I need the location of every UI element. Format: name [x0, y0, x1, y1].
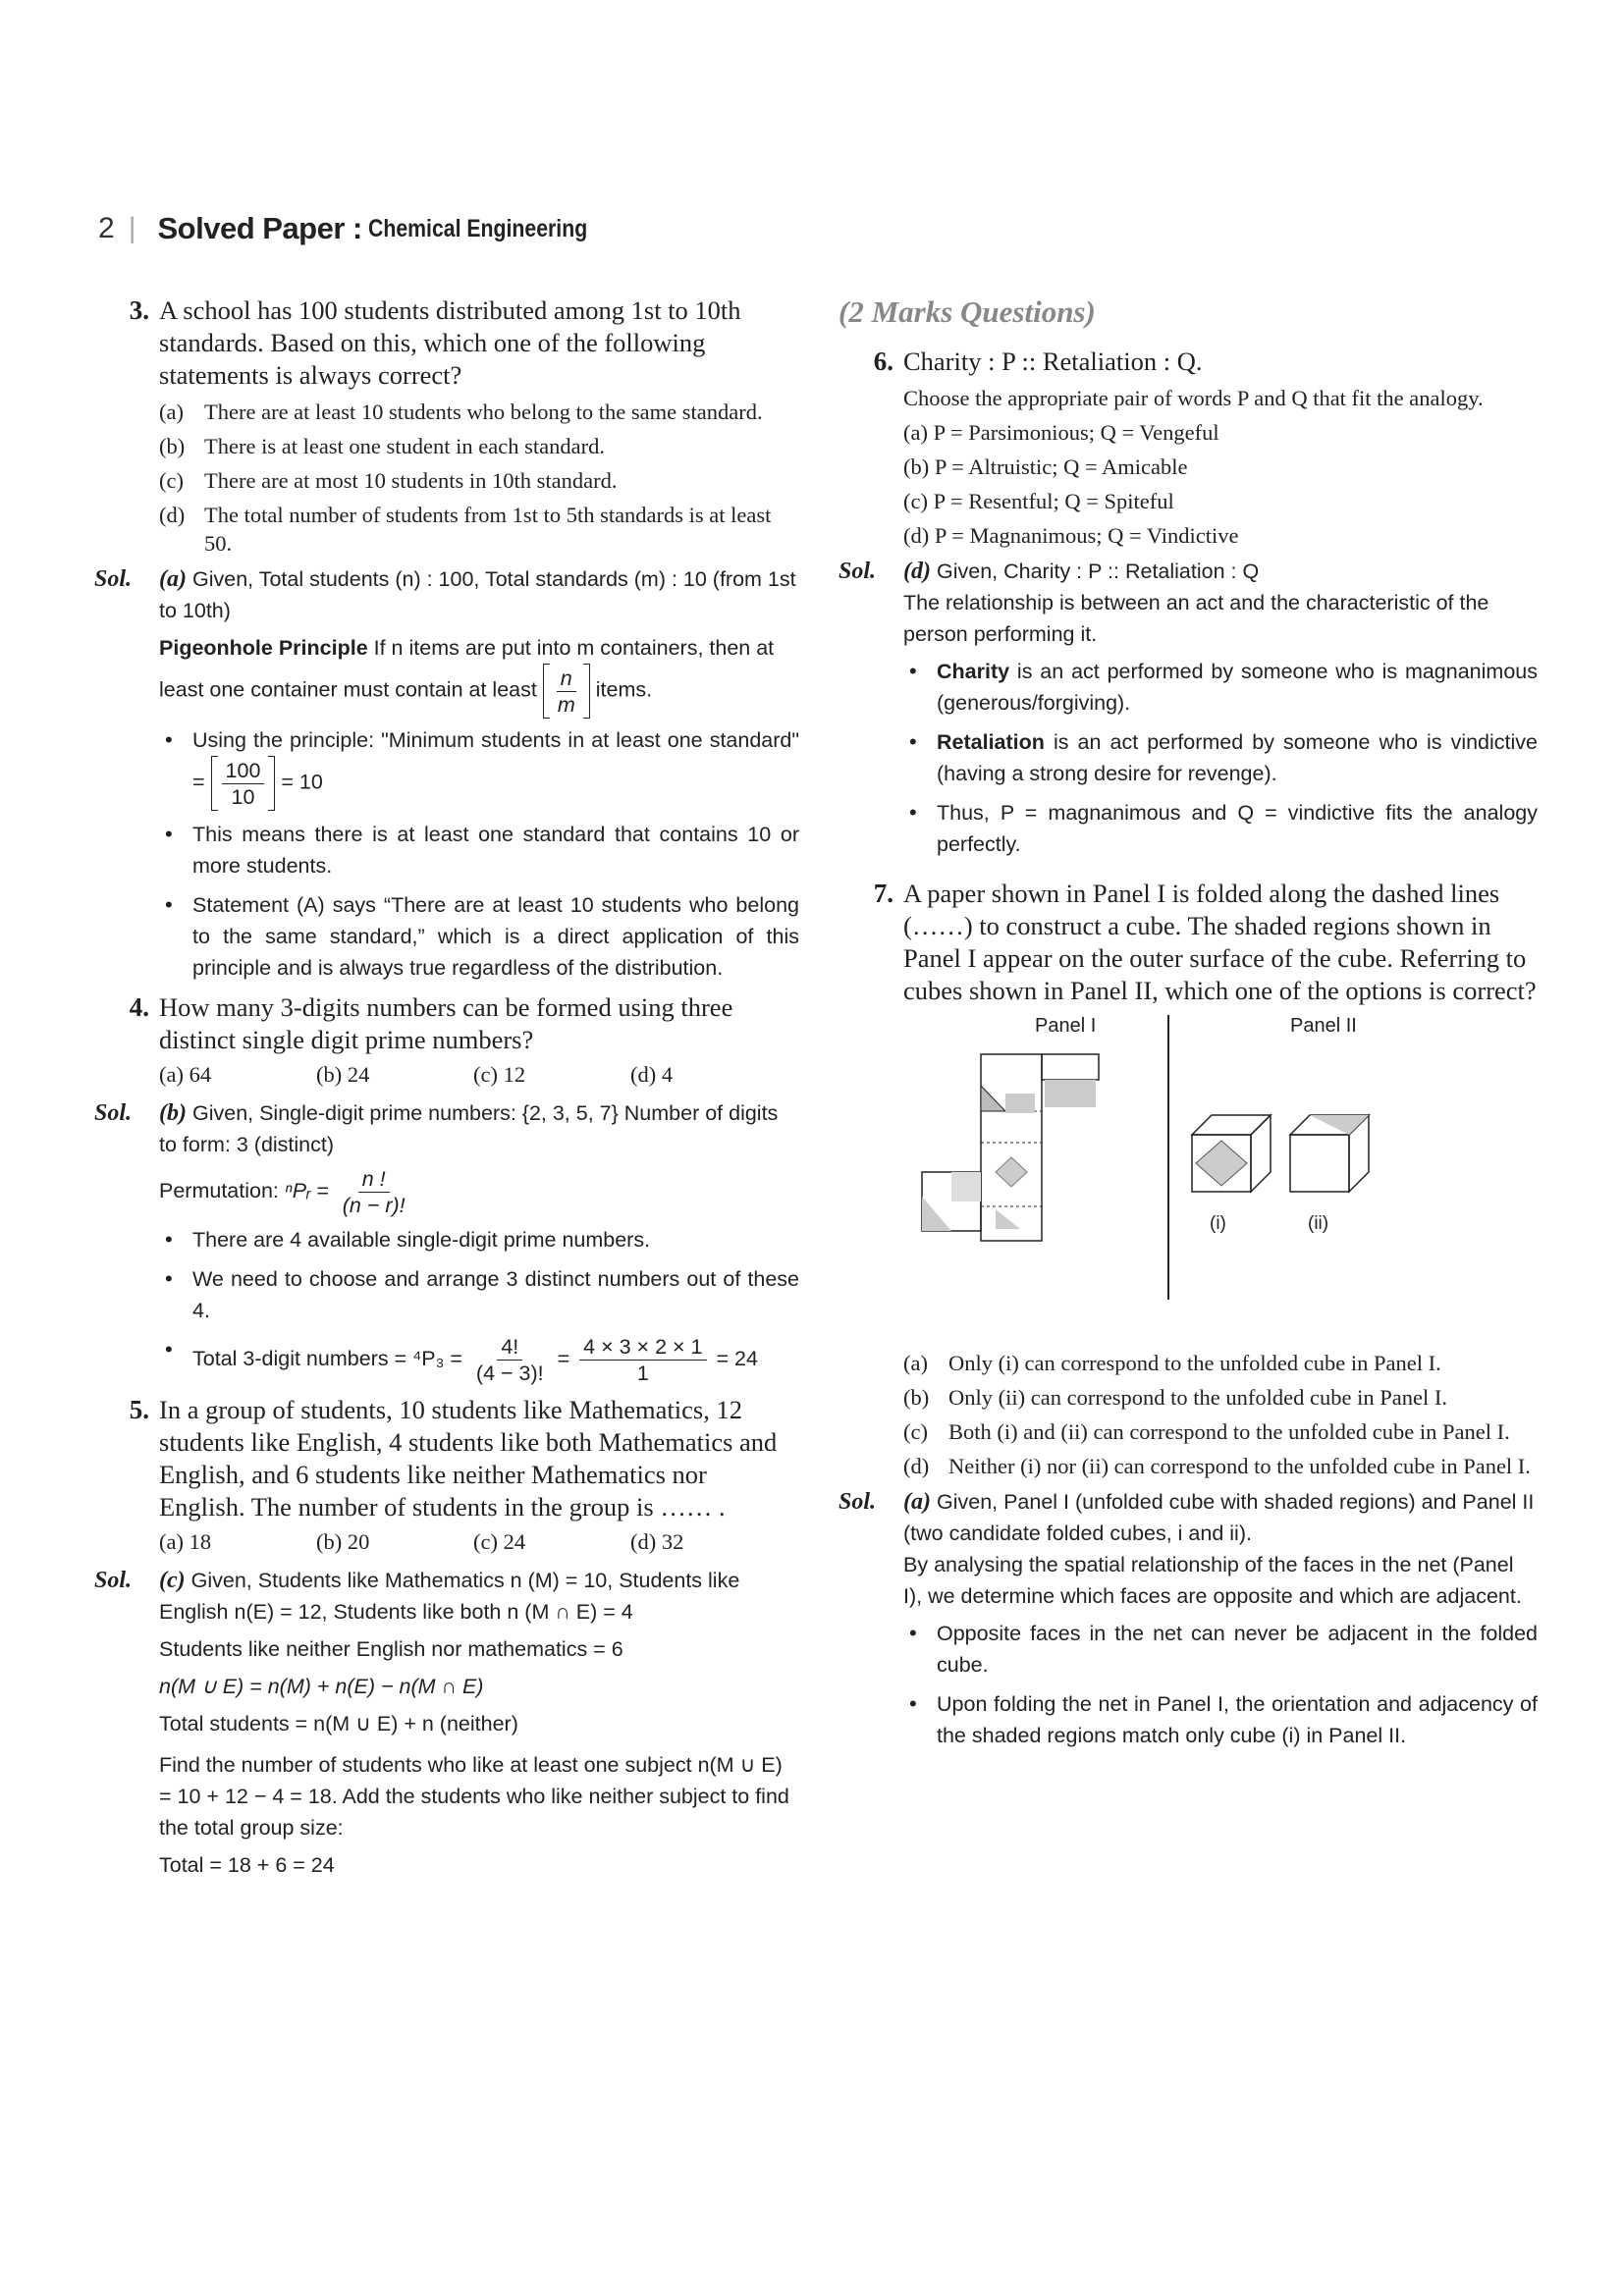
cube-1-label: (i) — [1210, 1213, 1226, 1234]
page-number: 2 — [98, 212, 115, 244]
page-header — [98, 204, 625, 253]
panel-1-label: Panel I — [1035, 1015, 1097, 1037]
option: (b) There is at least one student in each standard. — [159, 434, 605, 458]
option: (a) There are at least 10 students who belong to the same standard. — [159, 400, 763, 424]
solution-6: Sol. (d) Given, Charity : P :: Retaliation : Q The relationship is between an act and the characteristic of the person performing it. • Charity is an act performed by someone who is magnanimous (generous/forgiving). • Retaliation is an act performed by someone who is vindictive (having a strong desire for revenge). • Thus, P = magnanimous and Q = vindictive fits the analogy perfectly. — [839, 556, 1538, 868]
question-7: 7. A paper shown in Panel I is folded along the dashed lines (……) to construct a cube. The shaded regions shown in Panel I appear on the outer surface of the cube. Referring to cubes shown in Panel II, which one of the options is correct? — [873, 879, 1537, 1005]
question-5: 5. In a group of students, 10 students like Mathematics, 12 students like English, 4 students like both Mathematics and English, and 6 students like neither Mathematics nor English. The number of students in the group is …… . — [129, 1395, 778, 1522]
answer: (a) — [159, 566, 187, 592]
solution-7: Sol. (a) Given, Panel I (unfolded cube with shaded regions) and Panel II (two candidate folded cubes, i and ii). By analysing the spatial relationship of the faces in the net (Panel I), we determine which faces are opposite and which are adjacent. • Opposite faces in the net can never be adjacent in the folded cube. • Upon folding the net in Panel I, the orientation and adjacency of the shaded regions match only cube (i) in Panel II. — [839, 1486, 1538, 1759]
solution-3: Sol. (a) Given, Total students (n) : 100, Total standards (m) : 10 (from 1st to 10th) Pigeonhole Principle If n items are put into m containers, then at least one container must contain at least $\frac{n}{m}$ items. • Using the principle: "Minimum students in at least one standard" = $\frac{100}{10}$ = 10 • This means there is at least one standard that contains 10 or more students. • Statement (A) says “There are at least 10 students who belong to the same standard,” which is a direct application of this principle and is always true regardless of the distribution. — [94, 563, 799, 991]
bullet: • Retaliation is an act performed by someone who is vindictive (having a strong desire for revenge). — [903, 726, 1538, 789]
question-4-options: (a) 64 (b) 24 (c) 12 (d) 4 — [159, 1062, 674, 1087]
bullet: • Using the principle: "Minimum students in at least one standard" = $\frac{100}{10}$ = 10 — [159, 724, 799, 811]
question-7-options: (a) Only (i) can correspond to the unfolded cube in Panel I. (b) Only (ii) can correspond to the unfolded cube in Panel I. (c) Both (i) and (ii) can correspond to the unfolded cube in Panel I. (d) Neither (i) nor (ii) can correspond to the unfolded cube in Panel I. — [903, 1351, 1531, 1478]
question-5-options: (a) 18 (b) 20 (c) 24 (d) 32 — [159, 1529, 684, 1554]
solution-label: Sol. — [94, 566, 133, 592]
bullet: • Upon folding the net in Panel I, the orientation and adjacency of the shaded regions match only cube (i) in Panel II. — [903, 1688, 1538, 1751]
option: (c) There are at most 10 students in 10th standard. — [159, 468, 618, 493]
right-column — [839, 294, 1538, 1759]
page-title: Solved Paper : — [157, 211, 362, 245]
header-divider: | — [128, 212, 136, 244]
panel-2-label: Panel II — [1290, 1015, 1357, 1037]
bullet: • There are 4 available single-digit prime numbers. — [159, 1224, 799, 1255]
page-subject: Chemical Engineering — [367, 214, 588, 242]
bullet: • Statement (A) says “There are at least 10 students who belong to the same standard,” which is a direct application of this principle and is always true regardless of the distribution. — [159, 889, 799, 984]
cube-net-diagram — [858, 1015, 1408, 1329]
bullet: • We need to choose and arrange 3 distinct numbers out of these 4. — [159, 1263, 799, 1326]
question-6-options: Choose the appropriate pair of words P and Q that fit the analogy. (a) P = Parsimonious; Q = Vengeful (b) P = Altruistic; Q = Amicable (c) P = Resentful; Q = Spiteful (d) P = Magnanimous; Q = Vindictive — [903, 386, 1484, 548]
question-6: 6. Charity : P :: Retaliation : Q. — [873, 347, 1203, 376]
question-3 — [94, 294, 799, 392]
bullet: • Total 3-digit numbers = ⁴P₃ = $\frac{4!}{(4 - 3)!}$ = $\frac{4 \times 3 \times 2 \times 1}{1}$ = 24 — [159, 1334, 799, 1386]
solution-4: Sol. (b) Given, Single-digit prime numbers: {2, 3, 5, 7} Number of digits to form: 3 (distinct) Permutation: ⁿPᵣ = $\frac{n !}{(n - r)!}$ • There are 4 available single-digit prime numbers. • We need to choose and arrange 3 distinct numbers out of these 4. • Total 3-digit numbers = ⁴P₃ = $\frac{4!}{(4 - 3)!}$ = $\frac{4 \times 3 \times 2 \times 1}{1}$ = 24 — [94, 1097, 799, 1394]
left-column — [94, 294, 799, 1887]
bullet: • Charity is an act performed by someone who is magnanimous (generous/forgiving). — [903, 656, 1538, 719]
solution-5: Sol. (c) Given, Students like Mathematics n (M) = 10, Students like English n(E) = 12, Students like both n (M ∩ E) = 4 Students like neither English nor mathematics = 6 n(M ∪ E) = n(M) + n(E) − n(M ∩ E) Total students = n(M ∪ E) + n (neither) Find the number of students who like at least one subject n(M ∪ E) = 10 + 12 − 4 = 18. Add the students who like neither subject to find the total group size: Total = 18 + 6 = 24 — [94, 1568, 789, 1877]
question-number: 3. — [129, 295, 149, 325]
question-3-options — [159, 398, 799, 558]
bullet: • Opposite faces in the net can never be adjacent in the folded cube. — [903, 1618, 1538, 1681]
question-text: A school has 100 students distributed among 1st to 10th standards. Based on this, which one of the following statements is always correct? — [159, 295, 741, 390]
net-and-cubes — [858, 1015, 1408, 1309]
option: (d) The total number of students from 1st to 5th standards is at least 50. — [159, 503, 772, 556]
question-4: 4. How many 3-digits numbers can be formed using three distinct single digit prime numbers? — [129, 992, 733, 1054]
section-heading: (2 Marks Questions) — [839, 294, 1096, 329]
solution-given: Given, Total students (n) : 100, Total standards (m) : 10 (from 1st to 10th) — [159, 567, 796, 622]
bullet: • Thus, P = magnanimous and Q = vindictive fits the analogy perfectly. — [903, 797, 1538, 860]
ceiling-fraction: $\frac{n}{m}$ — [543, 664, 590, 719]
bullet: • This means there is at least one standard that contains 10 or more students. — [159, 819, 799, 881]
cube-2-label: (ii) — [1308, 1213, 1329, 1234]
principle-title: Pigeonhole Principle — [159, 636, 368, 660]
